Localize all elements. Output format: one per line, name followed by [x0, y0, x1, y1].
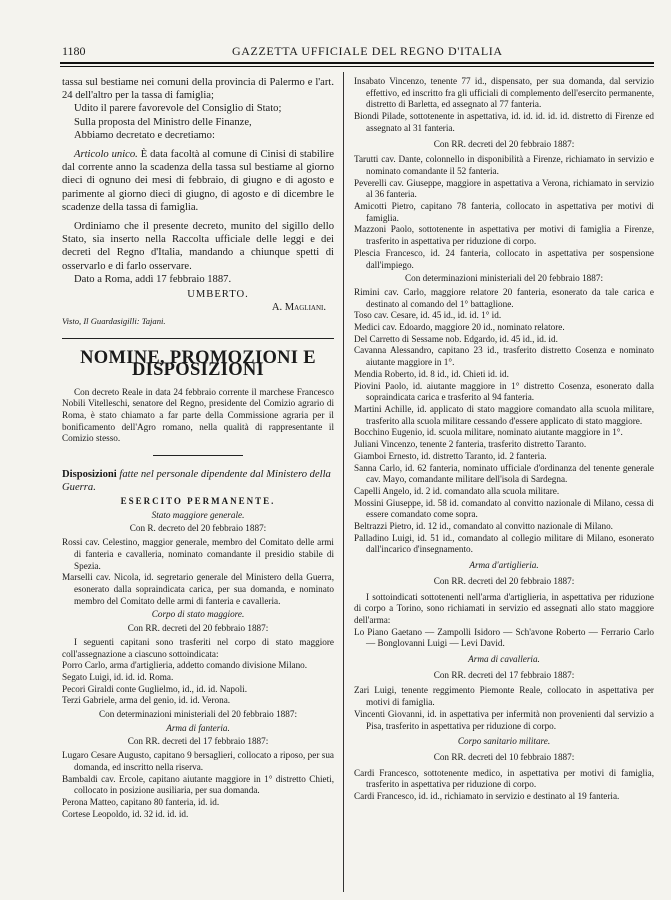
- visto-line: Visto, Il Guardasigilli: Tajani.: [62, 316, 166, 327]
- subsection-heading: Stato maggiore generale.: [151, 509, 245, 520]
- decree-line: Con RR. decreti del 20 febbraio 1887:: [127, 623, 269, 634]
- subsection-heading: Corpo sanitario militare.: [457, 736, 551, 747]
- entry: Segato Luigi, id. id. id. Roma.: [62, 671, 174, 682]
- section-heading: ESERCITO PERMANENTE.: [120, 496, 276, 507]
- decree-paragraph: Udito il parere favorevole del Consiglio di Stato;: [74, 103, 282, 115]
- left-column: [62, 76, 334, 820]
- entry: Marselli cav. Nicola, id. segretario generale del Ministero della Guerra, esonerato dalla sopraindicata carica, per sua domanda, e nominato membro del Comitato delle armi di fanteria e cavalleria.: [62, 572, 334, 606]
- entry: I sottoindicati sottotenenti nell'arma d'artiglieria, in aspettativa per riduzione di corpo a Torino, sono richiamati in servizio ed assegnati allo stato maggiore dell'arma:: [354, 591, 654, 625]
- entry: Martini Achille, id. applicato di stato maggiore comandato alla scuola militare, trasferito alla scuola militare cessando d'essere applicato di stato maggiore.: [354, 403, 654, 426]
- decree-line: Con RR. decreti del 20 febbraio 1887:: [433, 575, 575, 586]
- entry: Rimini cav. Carlo, maggiore relatore 20 fanteria, esonerato da tale carica e destinato al comando del 1° battaglione.: [354, 286, 654, 309]
- disposizioni-bold: Disposizioni: [62, 469, 117, 481]
- entry: Juliani Vincenzo, tenente 2 fanteria, trasferito distretto Taranto.: [354, 439, 587, 450]
- article-label: Articolo unico.: [74, 149, 138, 161]
- entry: Bambaldi cav. Ercole, capitano aiutante maggiore in 1° distretto Chieti, collocato in posizione ausiliaria, per sua domanda.: [62, 773, 334, 796]
- article-text: È data facoltà al comune di Cinisi di stabilire dal corrente anno la scadenza della tassa sul bestiame al giorno dieci di ognuno dei mesi di febbraio, di giugno e di agosto e parimente al giorno dieci di giugno, di agosto e di dicembre le scadenze della tassa di famiglia.: [62, 149, 334, 213]
- subsection-heading: Arma d'artiglieria.: [469, 560, 539, 571]
- page-header: [0, 0, 671, 70]
- short-rule: [153, 455, 243, 456]
- section-rule: [62, 338, 334, 339]
- entry: Giamboi Ernesto, id. distretto Taranto, id. 2 fanteria.: [354, 450, 547, 461]
- entry: Cortese Leopoldo, id. 32 id. id. id.: [62, 808, 189, 819]
- disposizioni-italic: fatte nel personale dipendente dal Ministero della Guerra.: [62, 469, 331, 494]
- decree-paragraph: Abbiamo decretato e decretiamo:: [74, 129, 215, 141]
- page-title: GAZZETTA UFFICIALE DEL REGNO D'ITALIA: [232, 44, 503, 58]
- decree-line: Con determinazioni ministeriali del 20 febbraio 1887:: [99, 709, 297, 720]
- subsection-heading: Arma di fanteria.: [166, 722, 230, 733]
- decree-date: Dato a Roma, addì 17 febbraio 1887.: [74, 273, 232, 285]
- entry: Medici cav. Edoardo, maggiore 20 id., nominato relatore.: [354, 322, 565, 333]
- decree-line: Con RR. decreti del 17 febbraio 1887:: [433, 669, 575, 680]
- entry: Bocchino Eugenio, id. scuola militare, nominato aiutante maggiore in 1°.: [354, 427, 623, 438]
- entry: Insabato Vincenzo, tenente 77 id., dispensato, per sua domanda, dal servizio effettivo, ed inscritto fra gli ufficiali di complemento dell'esercito permanente, distretto di Barletta, ed assegnato al 77 fanteria.: [354, 76, 654, 110]
- entry: Porro Carlo, arma d'artiglieria, addetto comando divisione Milano.: [62, 660, 308, 671]
- decree-paragraph: tassa sul bestiame nei comuni della provincia di Palermo e l'art. 24 dell'altro per la tassa di famiglia;: [62, 77, 334, 102]
- header-rule-thin: [60, 66, 654, 67]
- entry: Zari Luigi, tenente reggimento Piemonte Reale, collocato in aspettativa per motivi di famiglia.: [354, 685, 654, 708]
- decree-order: Ordiniamo che il presente decreto, munito del sigillo dello Stato, sia inserto nella Raccolta ufficiale delle leggi e dei decreti del Regno d'Italia, mandando a chiunque spetti di osservarlo e di farlo osservare.: [62, 221, 334, 272]
- entry: Amicotti Pietro, capitano 78 fanteria, collocato in aspettativa per motivi di famiglia.: [354, 201, 654, 223]
- entry: I seguenti capitani sono trasferiti nel corpo di stato maggiore coll'assegnazione a ciascuno sottoindicata:: [62, 636, 334, 659]
- nomine-title: NOMINE, PROMOZIONI E DISPOSIZIONI: [80, 348, 316, 380]
- entry: Peverelli cav. Giuseppe, maggiore in aspettativa a Verona, richiamato in servizio al 36 fanteria.: [354, 177, 654, 200]
- disposizioni-title: [62, 468, 334, 494]
- entry: Mendia Roberto, id. 8 id., id. Chieti id. id.: [354, 368, 509, 379]
- nomine-text: Con decreto Reale in data 24 febbraio corrente il marchese Francesco Nobili Vitelleschi, senatore del Regno, presidente del Comizio agrario di Roma, è stato chiamato a far parte della Commissione agraria per il bonificamento dell'Agro romano, nella qualità di rappresentante il Comizio stesso.: [62, 386, 334, 444]
- entry: Palladino Luigi, id. 51 id., comandato al collegio militare di Milano, esonerato dall'incarico d'insegnamento.: [354, 532, 654, 555]
- entry: Terzi Gabriele, arma del genio, id. id. Verona.: [62, 695, 231, 706]
- decree-paragraph: Sulla proposta del Ministro delle Finanze,: [74, 116, 252, 128]
- entry: Sanna Carlo, id. 62 fanteria, nominato ufficiale d'ordinanza del tenente generale cav. Mayo, comandante militare dell'isola di Sardegna.: [354, 462, 654, 485]
- decree-line: Con RR. decreti del 10 febbraio 1887:: [433, 751, 575, 762]
- entry: Cavanna Alessandro, capitano 23 id., trasferito distretto Cosenza e nominato aiutante maggiore in 1°.: [354, 345, 654, 368]
- entry: Lo Piano Gaetano — Zampolli Isidoro — Sch'avone Roberto — Ferrario Carlo — Bonglovanni Luigi — Levi David.: [354, 626, 654, 649]
- entry: Biondi Pilade, sottotenente in aspettativa, id. id. id. id. id. distretto di Firenze ed assegnato al 31 fanteria.: [354, 111, 654, 133]
- column-separator: [343, 72, 344, 892]
- entry: Lugaro Cesare Augusto, capitano 9 bersaglieri, collocato a riposo, per sua domanda, ed inscritto nella riserva.: [62, 750, 334, 772]
- entry: Del Carretto di Sessame nob. Edgardo, id. 45 id., id. id.: [354, 333, 558, 344]
- entry: Capelli Angelo, id. 2 id. comandato alla scuola militare.: [354, 485, 560, 496]
- decree-line: Con RR. decreti del 17 febbraio 1887:: [127, 736, 269, 747]
- article-paragraph: [62, 148, 334, 214]
- entry: Beltrazzi Pietro, id. 12 id., comandato al convitto nazionale di Milano.: [354, 521, 613, 532]
- entry: Piovini Paolo, id. aiutante maggiore in 1° distretto Cosenza, esonerato dalla sopraindicata carica e trasferito al 94 fanteria.: [354, 380, 654, 403]
- header-rule-thick: [60, 62, 654, 64]
- entry: Vincenti Giovanni, id. in aspettativa per infermità non provenienti dal servizio a Pisa, trasferito in aspettativa per riduzione di corpo.: [354, 708, 654, 731]
- entry: Rossi cav. Celestino, maggior generale, membro del Comitato delle armi di fanteria e cavalleria, nominato comandante il presidio stabile di Spezia.: [62, 537, 334, 571]
- signature-minister-row: [62, 301, 334, 314]
- entry: Cardi Francesco, id. id., richiamato in servizio e destinato al 19 fanteria.: [354, 791, 620, 802]
- page-number: 1180: [62, 44, 86, 58]
- entry: Toso cav. Cesare, id. 45 id., id. id. 1° id.: [354, 310, 502, 321]
- entry: Pecori Giraldi conte Guglielmo, id., id. id. Napoli.: [62, 683, 247, 694]
- decree-line: Con RR. decreti del 20 febbraio 1887:: [433, 138, 575, 149]
- decree-line: Con determinazioni ministeriali del 20 febbraio 1887:: [405, 273, 603, 284]
- signature-king: UMBERTO.: [187, 289, 249, 301]
- entry: Cardi Francesco, sottotenente medico, in aspettativa per motivi di famiglia, trasferito in aspettativa per riduzione di corpo.: [354, 767, 654, 790]
- entry: Plescia Francesco, id. 24 fanteria, collocato in aspettativa per sospensione dall'impiego.: [354, 247, 654, 270]
- signature-minister: A. Magliani.: [271, 302, 326, 314]
- subsection-heading: Corpo di stato maggiore.: [151, 609, 245, 620]
- right-column: [354, 76, 654, 803]
- decree-line: Con R. decreto del 20 febbraio 1887:: [129, 523, 267, 534]
- entry: Perona Matteo, capitano 80 fanteria, id. id.: [62, 796, 220, 807]
- entry: Tarutti cav. Dante, colonnello in disponibilità a Firenze, richiamato in servizio e nominato comandante il 52 fanteria.: [354, 154, 654, 176]
- subsection-heading: Arma di cavalleria.: [468, 654, 540, 665]
- entry: Mossini Giuseppe, id. 58 id. comandato al convitto nazionale di Milano, cessa di essere comandato come sopra.: [354, 497, 654, 520]
- entry: Mazzoni Paolo, sottotenente in aspettativa per motivi di famiglia a Firenze, trasferito in aspettativa per riduzione di corpo.: [354, 224, 654, 247]
